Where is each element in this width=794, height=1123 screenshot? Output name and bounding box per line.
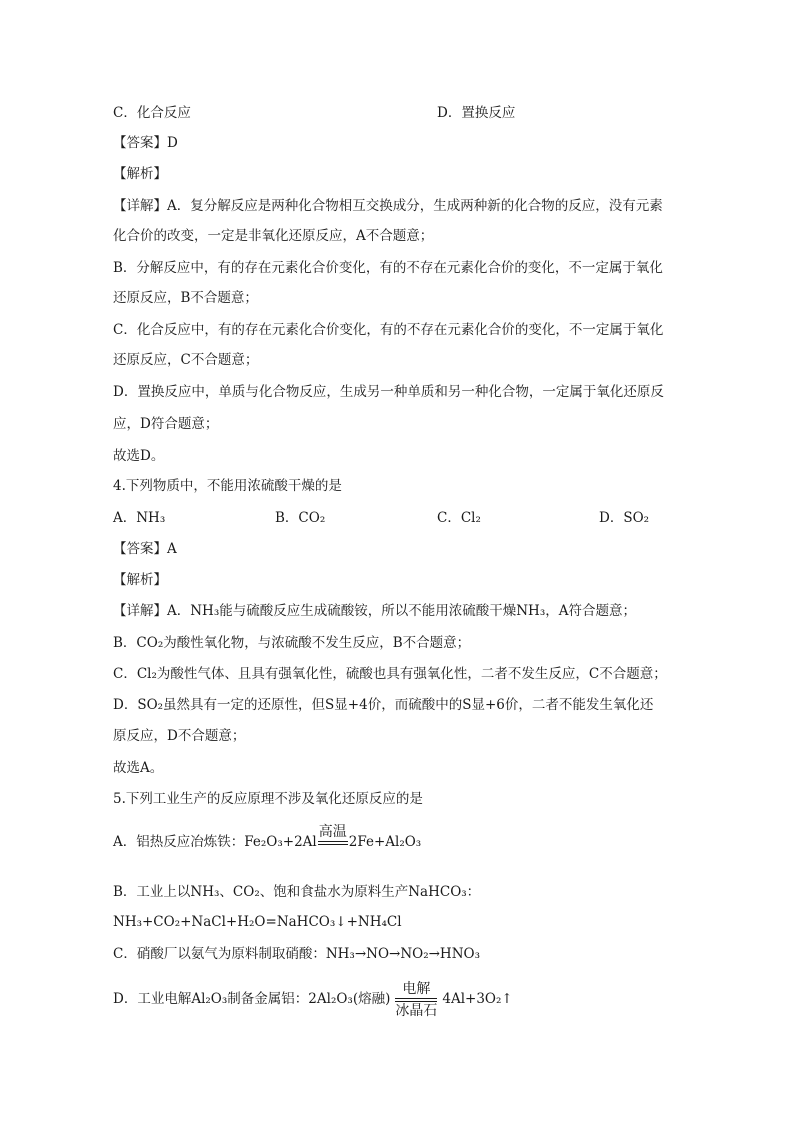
option-b: B．工业上以NH₃、CO₂、饱和食盐水为原料生产NaHCO₃： bbox=[113, 884, 481, 900]
option-d: D．SO₂ bbox=[599, 510, 650, 526]
explanation-line: 【详解】A．复分解反应是两种化合物相互交换成分，生成两种新的化合物的反应，没有元素 bbox=[113, 198, 663, 214]
option-c: C．Cl₂ bbox=[437, 510, 481, 526]
option-a bbox=[113, 820, 421, 864]
explanation-line: 还原反应，C不合题意； bbox=[113, 352, 259, 368]
explanation-line: 【详解】A．NH₃能与硫酸反应生成硫酸铵，所以不能用浓硫酸干燥NH₃，A符合题意； bbox=[113, 603, 636, 619]
option-d-suffix: 4Al+3O₂↑ bbox=[442, 991, 513, 1007]
option-d-prefix: D．工业电解Al₂O₃制备金属铝：2Al₂O₃(熔融) bbox=[113, 991, 391, 1007]
explanation-line: D．SO₂虽然具有一定的还原性，但S显+4价，而硫酸中的S显+6价，二者不能发生氧化还 bbox=[113, 697, 654, 713]
answer-label: 【答案】D bbox=[113, 135, 178, 151]
reaction-condition bbox=[394, 980, 438, 1020]
conclusion-line: 故选D。 bbox=[113, 448, 165, 464]
explanation-line: 原反应，D不合题意； bbox=[113, 728, 246, 744]
condition-bottom: 冰晶石 bbox=[395, 1002, 438, 1019]
explanation-line: B．分解反应中，有的存在元素化合价变化，有的不存在元素化合价的变化，不一定属于氧化 bbox=[113, 260, 663, 276]
option-c: C．化合反应 bbox=[113, 105, 191, 121]
condition-top: 高温 bbox=[318, 824, 347, 840]
condition-top: 电解 bbox=[402, 980, 431, 997]
answer-label: 【答案】A bbox=[113, 541, 177, 557]
reaction-condition bbox=[317, 823, 349, 845]
option-c: C．硝酸厂以氨气为原料制取硝酸：NH₃→NO→NO₂→HNO₃ bbox=[113, 946, 480, 962]
explanation-line: B．CO₂为酸性氧化物，与浓硫酸不发生反应，B不合题意； bbox=[113, 635, 471, 651]
option-a-suffix: 2Fe+Al₂O₃ bbox=[348, 834, 422, 850]
question-stem: 5.下列工业生产的反应原理不涉及氧化还原反应的是 bbox=[113, 791, 423, 807]
equals-bar bbox=[318, 841, 348, 845]
explanation-line: C．Cl₂为酸性气体、且具有强氧化性，硫酸也具有强氧化性，二者不发生反应，C不合题意； bbox=[113, 666, 667, 682]
option-b: B．CO₂ bbox=[275, 510, 326, 526]
option-d bbox=[113, 976, 513, 1022]
analysis-label: 【解析】 bbox=[113, 572, 167, 588]
conclusion-line: 故选A。 bbox=[113, 760, 164, 776]
explanation-line: D．置换反应中，单质与化合物反应，生成另一种单质和另一种化合物，一定属于氧化还原反 bbox=[113, 384, 664, 400]
option-a: A．NH₃ bbox=[113, 510, 166, 526]
explanation-line: C．化合反应中，有的存在元素化合价变化，有的不存在元素化合价的变化，不一定属于氧化 bbox=[113, 322, 664, 338]
explanation-line: 化合价的改变，一定是非氧化还原反应，A不合题意； bbox=[113, 228, 434, 244]
question-stem: 4.下列物质中，不能用浓硫酸干燥的是 bbox=[113, 478, 342, 494]
explanation-line: 应，D符合题意； bbox=[113, 416, 219, 432]
option-b-equation: NH₃+CO₂+NaCl+H₂O=NaHCO₃↓+NH₄Cl bbox=[113, 914, 402, 930]
option-d: D．置换反应 bbox=[437, 105, 516, 121]
analysis-label: 【解析】 bbox=[113, 166, 167, 182]
explanation-line: 还原反应，B不合题意； bbox=[113, 290, 258, 306]
option-a-prefix: A．铝热反应冶炼铁：Fe₂O₃+2Al bbox=[113, 834, 317, 850]
